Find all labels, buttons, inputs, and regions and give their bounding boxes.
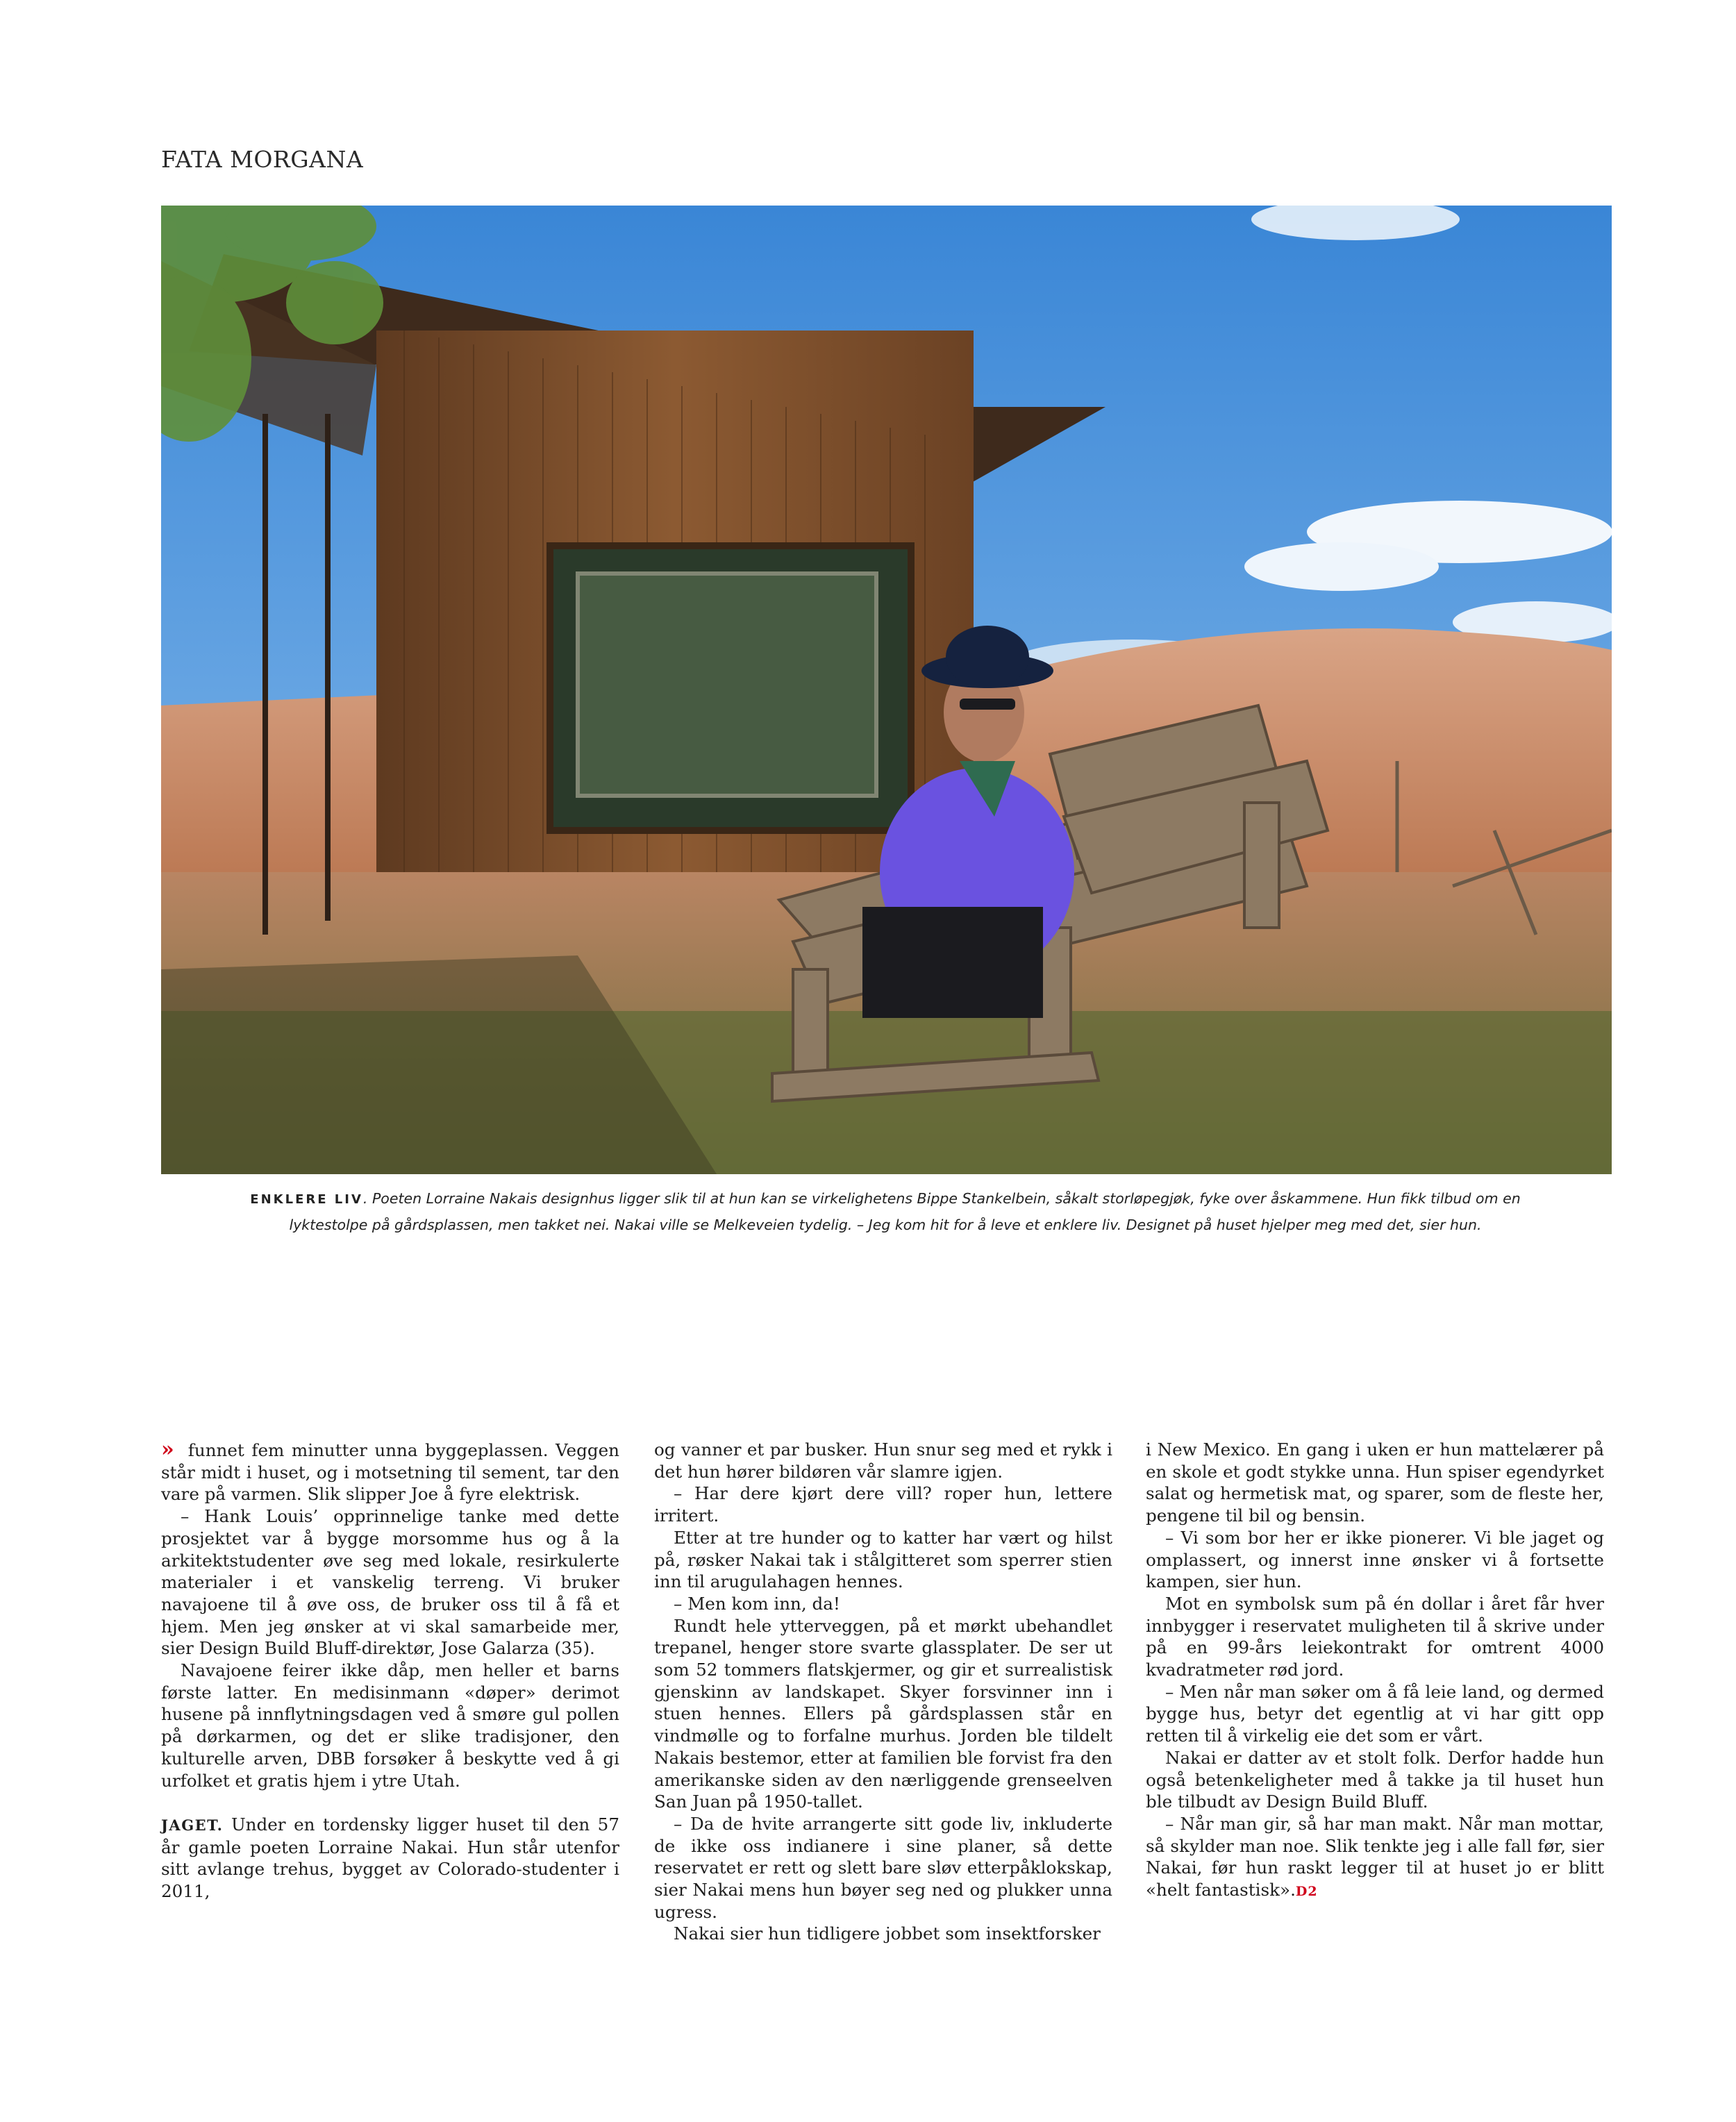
article-column-3 — [1146, 1439, 1604, 1903]
paragraph: – Har dere kjørt dere vill? roper hun, lettere irritert. — [654, 1483, 1112, 1526]
continuation-marker: » — [161, 1437, 174, 1462]
paragraph: Rundt hele ytterveggen, på et mørkt ubehandlet trepanel, henger store svarte glassplater. De ser ut som 52 tommers flatskjermer, og gir et surrealistisk gjenskinn av landskapet. Skyer forsvinner inn i stuen hennes. Ellers på gårdsplassen står en vindmølle og to forfalne murhus. Jorden ble tildelt Nakais bestemor, etter at familien ble forvist fra den amerikanske siden av den nærliggende grenseelven San Juan på 1950-tallet. — [654, 1615, 1112, 1812]
section-label: FATA MORGANA — [161, 146, 364, 173]
paragraph: og vanner et par busker. Hun snur seg med et rykk i det hun hører bildøren vår slamre igjen. — [654, 1439, 1112, 1482]
paragraph: – Vi som bor her er ikke pionerer. Vi ble jaget og omplassert, og innerst inne ønsker vi å fortsette kampen, sier hun. — [1146, 1527, 1604, 1592]
feature-photo — [161, 206, 1612, 1174]
cloud — [1244, 542, 1439, 591]
paragraph: – Men kom inn, da! — [674, 1593, 840, 1614]
paragraph: funnet fem minutter unna byggeplassen. Veggen står midt i huset, og i motsetning til sement, tar den vare på varmen. Slik slipper Joe å fyre elektrisk. — [161, 1440, 619, 1505]
article-column-1 — [161, 1439, 619, 1903]
paragraph: Nakai sier hun tidligere jobbet som insektforsker — [674, 1923, 1101, 1944]
subheading: JAGET. — [161, 1816, 224, 1834]
paragraph: – Men når man søker om å få leie land, og dermed bygge hus, betyr det egentlig at vi har gitt opp retten til å virkelig eie det som er vårt. — [1146, 1681, 1604, 1746]
paragraph: – Hank Louis’ opprinnelige tanke med dette prosjektet var å bygge morsomme hus og å la arkitektstudenter øve seg med lokale, resirkulerte materialer i et vanskelig terreng. Vi bruker navajoene til å øve oss, de bruker oss til å få et hjem. Men jeg ønsker at vi skal samarbeide mer, sier Design Build Bluff-direktør, Jose Galarza (35). — [161, 1506, 619, 1659]
paragraph: i New Mexico. En gang i uken er hun mattelærer på en skole et godt stykke unna. Hun spiser egendyrket salat og hermetisk mat, og sparer, som de fleste her, pengene til bil og bensin. — [1146, 1439, 1604, 1526]
photo-caption — [229, 1186, 1542, 1237]
paragraph: Navajoene feirer ikke dåp, men heller et barns første latter. En medisinmann «døper» derimot husene på innflytningsdagen ved å smøre gul pollen på dørkarmen, og det er slike tradisjoner, den kulturelle arven, DBB forsøker å beskytte ved å gi urfolket et gratis hjem i ytre Utah. — [161, 1660, 619, 1791]
caption-text: . Poeten Lorraine Nakais designhus ligger slik til at hun kan se virkelighetens Bippe Stankelbein, såkalt storløpegjøk, fyke over åskammene. Hun fikk tilbud om en lyktestolpe på gårdsplassen, men takket nei. Nakai ville se Melkeveien tydelig. – Jeg kom hit for å leve et enklere liv. Designet på huset hjelper meg med det, sier hun. — [289, 1190, 1521, 1233]
paragraph: – Da de hvite arrangerte sitt gode liv, inkluderte de ikke oss indianere i sine planer, så dette reservatet er rett og slett bare sløv etterpåklokskap, sier Nakai mens hun bøyer seg ned og plukker unna ugress. — [654, 1813, 1112, 1922]
paragraph: Etter at tre hunder og to katter har vært og hilst på, røsker Nakai tak i stålgitteret som sperrer stien inn til arugulahagen hennes. — [654, 1527, 1112, 1592]
article-column-2 — [654, 1439, 1112, 1945]
paragraph: Mot en symbolsk sum på én dollar i året får hver innbygger i reservatet muligheten til å skrive under på en 99-års leiekontrakt for omtrent 4000 kvadratmeter rød jord. — [1146, 1593, 1604, 1680]
caption-lead: ENKLERE LIV — [250, 1192, 363, 1207]
cabin-window-glass — [578, 574, 876, 796]
paragraph: Under en tordensky ligger huset til den 57 år gamle poeten Lorraine Nakai. Hun står utenfor sitt avlange trehus, bygget av Colorado-studenter i 2011, — [161, 1814, 619, 1902]
paragraph: Nakai er datter av et stolt folk. Derfor hadde hun også betenkeligheter med å takke ja til huset hun ble tilbudt av Design Build Bluff. — [1146, 1747, 1604, 1812]
end-mark: D2 — [1295, 1884, 1318, 1900]
paragraph: – Når man gir, så har man makt. Når man mottar, så skylder man noe. Slik tenkte jeg i alle fall før, sier Nakai, før hun raskt legger til at huset jo er blitt «helt fantastisk». — [1146, 1813, 1604, 1900]
